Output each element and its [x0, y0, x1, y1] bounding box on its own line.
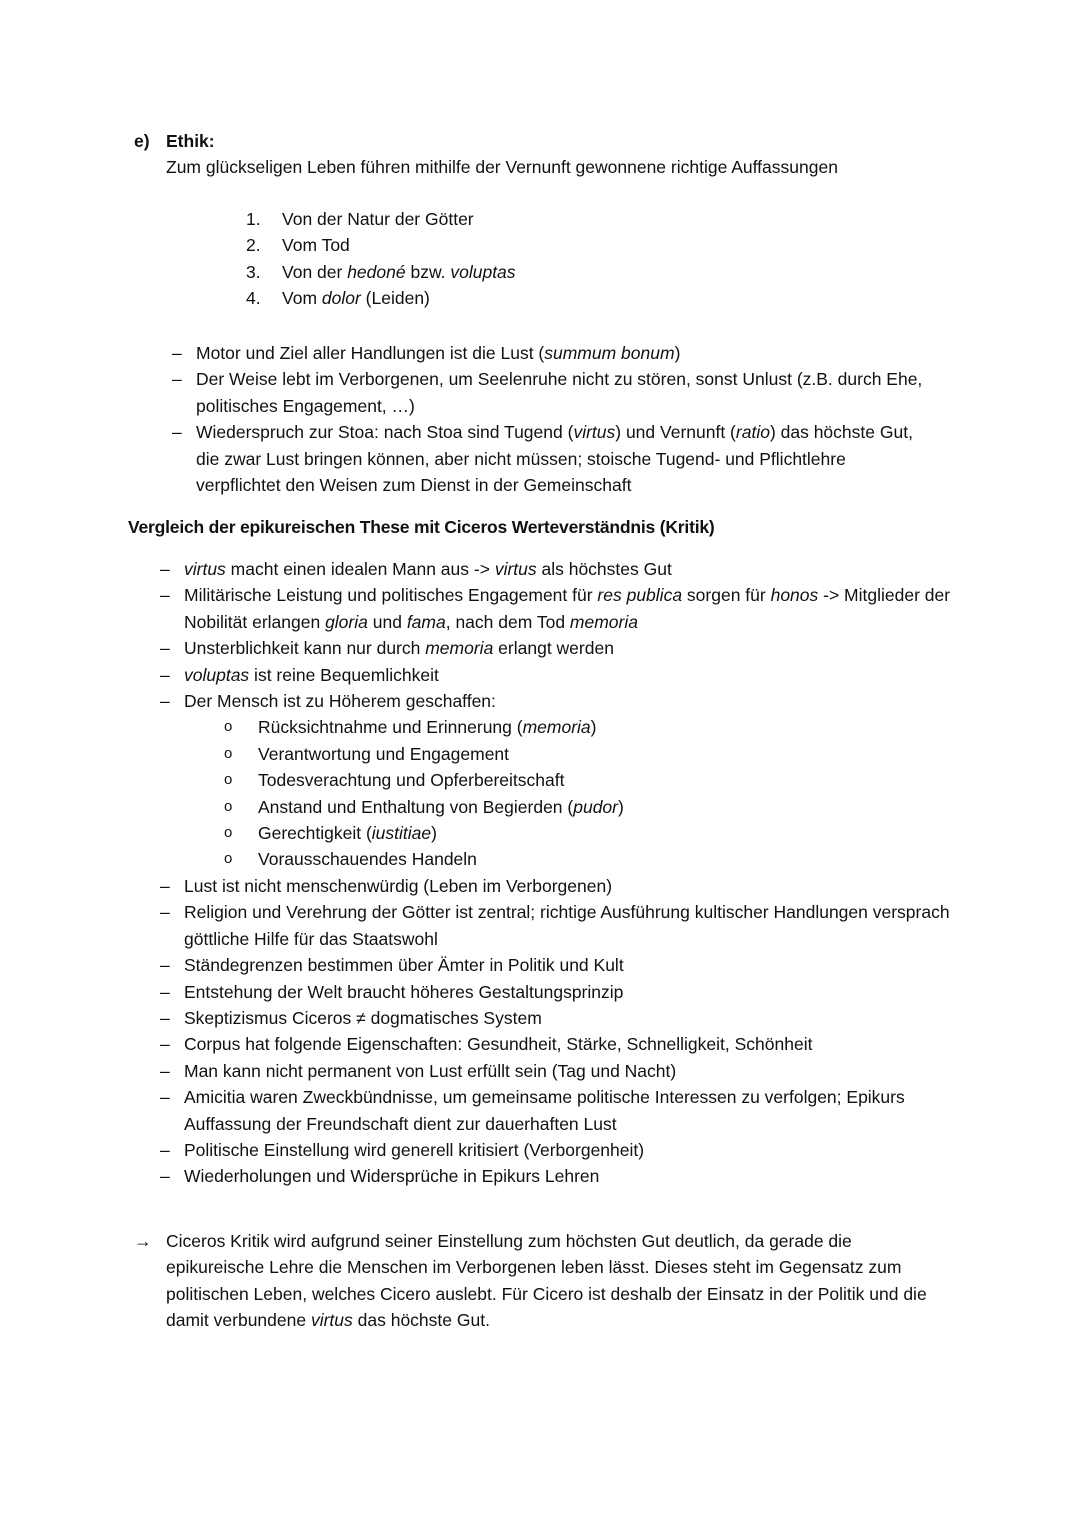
text-run: das höchste Gut. [352, 1310, 490, 1331]
list-item [160, 873, 960, 899]
text-run: Vorausschauendes Handeln [258, 849, 477, 870]
italic-term: memoria [425, 638, 494, 659]
item-text [282, 259, 516, 285]
text-run: Gerechtigkeit ( [258, 823, 372, 844]
text-run: Verantwortung und Engagement [258, 743, 510, 764]
list-item [160, 688, 960, 714]
list-item [160, 1084, 960, 1137]
text-run: als höchstes Gut [536, 559, 672, 579]
text-run: Skeptizismus Ciceros ≠ dogmatisches System [184, 1007, 542, 1028]
list-item [224, 714, 960, 740]
italic-term: voluptas [450, 261, 516, 282]
text-run: Von der Natur der Götter [282, 209, 474, 229]
dash-bullet-icon: – [160, 1139, 170, 1160]
dash-bullet-icon: – [172, 343, 182, 363]
dash-bullet-icon: – [160, 981, 170, 1002]
text-run: macht einen idealen Mann aus -> [225, 559, 495, 579]
text-run: Rücksichtnahme und Erinnerung ( [258, 717, 523, 738]
list-item-text [184, 952, 960, 978]
section-title: Ethik: [166, 131, 215, 151]
list-item [224, 741, 960, 767]
dash-bullet-icon: – [160, 559, 170, 579]
text-run: Ciceros Kritik wird aufgrund seiner Einstellung zum höchsten Gut deutlich, da gerade die epikureische Lehre die Menschen im Verborgenen leben lässt. Dieses steht im Gegensatz zum politischen Leben, welches Cicero auslebt. Für Cicero ist deshalb der Einsatz in der Politik und die damit verbundene [166, 1231, 927, 1331]
comparison-bullet-list [160, 556, 960, 1190]
list-item-text [196, 366, 932, 419]
dash-bullet-icon: – [160, 585, 170, 606]
list-item [172, 419, 932, 498]
italic-term: fama [406, 611, 446, 632]
list-item-text [184, 1163, 960, 1189]
text-run: ist reine Bequemlichkeit [249, 664, 439, 685]
list-item-text [258, 714, 960, 740]
list-item-text [184, 635, 960, 661]
list-item [160, 1005, 960, 1031]
list-item-text [184, 1058, 960, 1084]
text-run: Todesverachtung und Opferbereitschaft [258, 770, 565, 791]
italic-term: virtus [494, 559, 537, 579]
text-run: Religion und Verehrung der Götter ist zentral; richtige Ausführung kultischer Handlungen versprach göttliche Hilfe für das Staatswohl [184, 902, 950, 949]
dash-bullet-icon: – [160, 875, 170, 896]
list-item-text [258, 820, 960, 846]
list-item [160, 635, 960, 661]
text-run: bzw. [405, 261, 451, 282]
dash-bullet-icon: – [160, 955, 170, 976]
sub-bullet-list [224, 714, 960, 872]
list-item-text [184, 979, 960, 1005]
text-run: Der Weise lebt im Verborgenen, um Seelenruhe nicht zu stören, sonst Unlust (z.B. durch Ehe, politisches Engagement, …) [196, 369, 923, 416]
comparison-heading: Vergleich der epikureischen These mit Ciceros Werteverständnis (Kritik) [128, 517, 715, 537]
text-run: , nach dem Tod [445, 611, 570, 632]
italic-term: voluptas [184, 664, 250, 685]
item-text [282, 285, 430, 311]
text-run: sorgen für [682, 585, 771, 606]
italic-term: memoria [569, 611, 638, 632]
text-run: Unsterblichkeit kann nur durch [184, 638, 426, 659]
numbered-item [246, 206, 846, 232]
dash-bullet-icon: – [160, 664, 170, 685]
list-item-text [258, 767, 960, 793]
conclusion [134, 1228, 934, 1334]
list-item [160, 979, 960, 1005]
list-item [160, 1058, 960, 1084]
dash-bullet-icon: – [160, 902, 170, 923]
list-item-text [258, 794, 960, 820]
list-item-text [184, 662, 960, 688]
list-item [224, 794, 960, 820]
text-run: Lust ist nicht menschenwürdig (Leben im Verborgenen) [184, 875, 613, 896]
text-run: ) [674, 343, 681, 363]
list-item [224, 767, 960, 793]
dash-bullet-icon: – [160, 1034, 170, 1055]
item-number: 1. [246, 209, 261, 229]
text-run: Man kann nicht permanent von Lust erfüllt sein (Tag und Nacht) [184, 1060, 677, 1081]
list-item-text [184, 1084, 960, 1137]
section-label: e) [134, 131, 150, 151]
numbered-item [246, 285, 846, 311]
list-item [172, 366, 932, 419]
list-item [224, 820, 960, 846]
conclusion-text [166, 1228, 934, 1334]
section-ethics [134, 128, 984, 181]
list-item-text [184, 1137, 960, 1163]
italic-term: summum bonum [544, 343, 675, 363]
dash-bullet-icon: – [172, 369, 182, 390]
numbered-item [246, 259, 846, 285]
text-run: Politische Einstellung wird generell kritisiert (Verborgenheit) [184, 1139, 645, 1160]
list-item [172, 340, 932, 366]
italic-term: memoria [522, 717, 591, 738]
text-run: und [367, 611, 407, 632]
text-run: Von der [282, 261, 348, 282]
list-item-text [184, 556, 960, 582]
text-run: Corpus hat folgende Eigenschaften: Gesundheit, Stärke, Schnelligkeit, Schönheit [184, 1034, 813, 1055]
circle-bullet-icon: o [224, 824, 233, 842]
list-item-text [184, 1005, 960, 1031]
item-number: 3. [246, 261, 261, 282]
italic-term: virtus [184, 559, 226, 579]
circle-bullet-icon: o [224, 850, 233, 868]
section-intro: Zum glückseligen Leben führen mithilfe der Vernunft gewonnene richtige Auffassungen [166, 157, 838, 178]
circle-bullet-icon: o [224, 797, 233, 815]
text-run: Anstand und Enthaltung von Begierden ( [258, 796, 574, 817]
text-run: ) [431, 823, 437, 844]
text-run: ) und Vernunft ( [615, 422, 736, 443]
numbered-list [246, 206, 846, 312]
item-number: 2. [246, 235, 261, 256]
italic-term: res publica [597, 585, 683, 606]
text-run: Vom [282, 288, 322, 309]
item-number: 4. [246, 288, 261, 309]
circle-bullet-icon: o [224, 718, 233, 736]
list-item-text [196, 419, 932, 498]
dash-bullet-icon: – [160, 638, 170, 659]
list-item [224, 846, 960, 872]
text-run: Wiederspruch zur Stoa: nach Stoa sind Tugend ( [196, 422, 574, 443]
text-run: Vom Tod [282, 235, 350, 256]
list-item-text [184, 1031, 960, 1057]
list-item-text [184, 582, 960, 635]
dash-bullet-icon: – [172, 422, 182, 443]
circle-bullet-icon: o [224, 771, 233, 789]
list-item-text [184, 899, 960, 952]
italic-term: iustitiae [371, 823, 432, 844]
italic-term: virtus [573, 422, 616, 443]
circle-bullet-icon: o [224, 744, 233, 762]
text-run: -> Mitglieder der Nobilität erlangen [184, 585, 951, 632]
text-run: ) das höchste Gut, die zwar Lust bringen können, aber nicht müssen; stoische Tugend- und Pflichtlehre verpflichtet den Weisen zum Dienst in der Gemeinschaft [196, 422, 913, 496]
list-item-text [258, 741, 960, 767]
list-item-text [184, 873, 960, 899]
text-run: Der Mensch ist zu Höherem geschaffen: [184, 691, 496, 712]
italic-term: pudor [573, 796, 618, 817]
text-run: Motor und Ziel aller Handlungen ist die Lust ( [196, 343, 545, 363]
text-run: Amicitia waren Zweckbündnisse, um gemeinsame politische Interessen zu verfolgen; Epikurs Auffassung der Freundschaft dient zur dauerhaften Lust [184, 1087, 905, 1134]
text-run: (Leiden) [360, 288, 430, 309]
list-item [160, 1031, 960, 1057]
italic-term: hedoné [347, 261, 406, 282]
italic-term: gloria [325, 611, 368, 632]
dash-bullet-icon: – [160, 1087, 170, 1108]
dash-bullet-icon: – [160, 1060, 170, 1081]
list-item-text [196, 340, 932, 366]
ethics-bullet-list [172, 340, 932, 498]
italic-term: honos [770, 585, 819, 606]
list-item [160, 582, 960, 635]
list-item [160, 899, 960, 952]
list-item [160, 1137, 960, 1163]
dash-bullet-icon: – [160, 691, 170, 712]
italic-term: virtus [310, 1310, 353, 1331]
list-item-text [184, 688, 960, 714]
numbered-item [246, 232, 846, 258]
dash-bullet-icon: – [160, 1166, 170, 1187]
list-item [160, 556, 960, 582]
italic-term: ratio [735, 422, 770, 443]
text-run: erlangt werden [493, 638, 614, 659]
text-run: Entstehung der Welt braucht höheres Gestaltungsprinzip [184, 981, 624, 1002]
section-heading [134, 128, 984, 154]
dash-bullet-icon: – [160, 1007, 170, 1028]
text-run: Militärische Leistung und politisches Engagement für [184, 585, 598, 606]
text-run: Wiederholungen und Widersprüche in Epikurs Lehren [184, 1166, 600, 1187]
list-item [160, 1163, 960, 1189]
text-run: ) [618, 796, 624, 817]
item-text [282, 206, 474, 232]
text-run: ) [590, 717, 597, 738]
list-item [160, 662, 960, 688]
italic-term: dolor [321, 288, 361, 309]
item-text [282, 232, 350, 258]
list-item [160, 952, 960, 978]
arrow-icon: → [134, 1231, 152, 1251]
list-item-text [258, 846, 960, 872]
text-run: Ständegrenzen bestimmen über Ämter in Politik und Kult [184, 955, 624, 976]
